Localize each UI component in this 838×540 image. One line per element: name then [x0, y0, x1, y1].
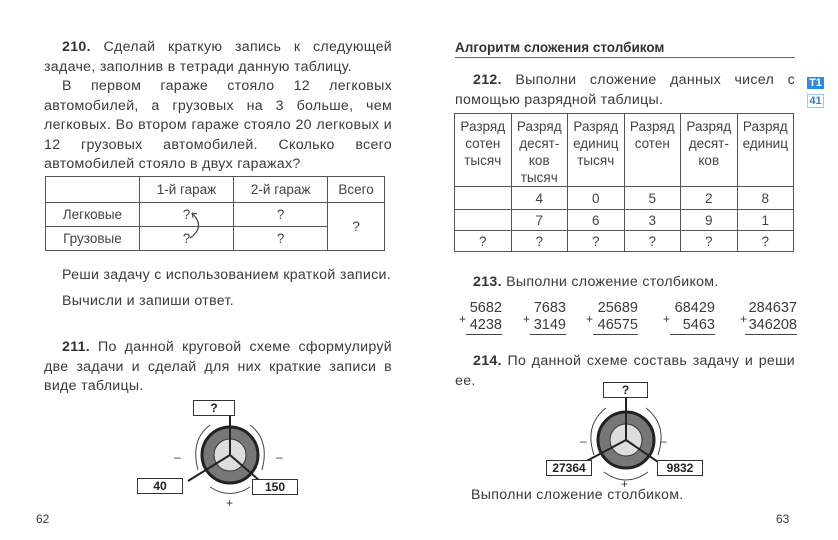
task-number: 212.	[473, 72, 502, 88]
task-number: 214.	[473, 353, 502, 369]
addend: 346208	[745, 317, 797, 335]
task-text: По данной круговой схеме сформулируй две задачи и сделай для них краткие записи в виде таблицы.	[44, 339, 392, 394]
cell: 1	[737, 210, 794, 231]
total-cell: ?	[328, 203, 385, 251]
column-sum	[530, 300, 566, 335]
task-number: 210.	[62, 39, 91, 55]
task-number: 213.	[473, 274, 502, 290]
task-text: Выполни сложение данных чисел с помощью разрядной таблицы.	[455, 72, 795, 108]
header-cell: Разряд десят-ков	[681, 114, 738, 187]
plus-sign: +	[226, 496, 234, 510]
header-cell: Всего	[328, 177, 385, 203]
task-212	[455, 71, 795, 110]
cell: 9	[681, 210, 738, 231]
garage-table	[45, 176, 385, 251]
task-text: Выполни сложение столбиком.	[506, 274, 719, 290]
addend: 4238	[466, 317, 502, 335]
badge-t1: Т1	[807, 77, 824, 89]
cell: ?	[511, 231, 568, 252]
column-sum	[466, 300, 502, 335]
cell: 3	[624, 210, 681, 231]
badge-41: 41	[807, 94, 824, 108]
cell: ?	[568, 231, 625, 252]
row-label: Грузовые	[46, 227, 140, 251]
header-cell: Разряд десят-ков тысяч	[511, 114, 568, 187]
minus-sign: –	[174, 450, 181, 464]
cell: 2	[681, 187, 738, 210]
arrow-icon	[180, 205, 210, 245]
task-number: 211.	[62, 339, 91, 355]
cell: 8	[737, 187, 794, 210]
addend: 46575	[593, 317, 638, 335]
task-text: Сделай краткую запись к следующей задаче, заполнив в тетради данную таблицу.	[44, 39, 392, 75]
minus-sign: –	[276, 450, 283, 464]
addend: 5682	[469, 300, 502, 316]
cell: 5	[624, 187, 681, 210]
addend: 284637	[748, 300, 797, 316]
cell: ?	[139, 227, 233, 251]
addend: 3149	[530, 317, 566, 335]
header-cell: 2-й гараж	[234, 177, 328, 203]
task-211	[44, 338, 392, 397]
diagram-right-box: 9832	[657, 460, 703, 476]
page-number: 62	[36, 512, 50, 526]
minus-sign: –	[580, 434, 587, 448]
task-213	[455, 273, 795, 293]
diagram-left-box: 27364	[546, 460, 592, 476]
addend: 5463	[670, 317, 715, 335]
minus-sign: –	[660, 434, 667, 448]
instruction-1: Реши задачу с использованием краткой записи.	[62, 267, 391, 283]
footer-instruction: Выполни сложение столбиком.	[471, 487, 684, 503]
cell: 4	[511, 187, 568, 210]
diagram-top-box: ?	[193, 400, 235, 416]
diagram-top-box: ?	[603, 382, 648, 398]
plus-sign: +	[621, 477, 629, 491]
addend: 25689	[597, 300, 638, 316]
diagram-left-box: 40	[137, 478, 183, 494]
diagram-right-box: 150	[252, 479, 298, 495]
cell: 6	[568, 210, 625, 231]
cell: 7	[511, 210, 568, 231]
column-sum	[593, 300, 638, 335]
cell	[455, 187, 512, 210]
page-number: 63	[776, 512, 790, 526]
cell: ?	[234, 227, 328, 251]
header-cell: Разряд единиц	[737, 114, 794, 187]
cell: ?	[455, 231, 512, 252]
task-text: По данной схеме составь задачу и реши ее.	[455, 353, 795, 389]
cell: ?	[681, 231, 738, 252]
cell: 0	[568, 187, 625, 210]
header-cell: Разряд сотен тысяч	[455, 114, 512, 187]
section-heading: Алгоритм сложения столбиком	[455, 40, 795, 58]
cell: ?	[234, 203, 328, 227]
cell: ?	[624, 231, 681, 252]
place-value-table	[454, 113, 794, 252]
task-210	[44, 38, 392, 175]
header-cell: Разряд сотен	[624, 114, 681, 187]
addend: 68429	[674, 300, 715, 316]
row-label: Легковые	[46, 203, 140, 227]
task-story: В первом гараже стояло 12 легковых автомобилей, а грузовых на 3 больше, чем легковых. Во втором гараже стояло 20 легковых и 12 грузовых автомобилей. Сколько всего автомобилей стояло в двух гаражах?	[44, 78, 392, 172]
header-cell: Разряд единиц тысяч	[568, 114, 625, 187]
header-cell	[46, 177, 140, 203]
instructions	[44, 266, 392, 311]
column-sum	[670, 300, 715, 335]
instruction-2: Вычисли и запиши ответ.	[62, 292, 234, 309]
header-cell: 1-й гараж	[139, 177, 233, 203]
cell: ?	[737, 231, 794, 252]
cell	[455, 210, 512, 231]
cell: ?	[139, 203, 233, 227]
addend: 7683	[533, 300, 566, 316]
column-sum	[745, 300, 797, 335]
